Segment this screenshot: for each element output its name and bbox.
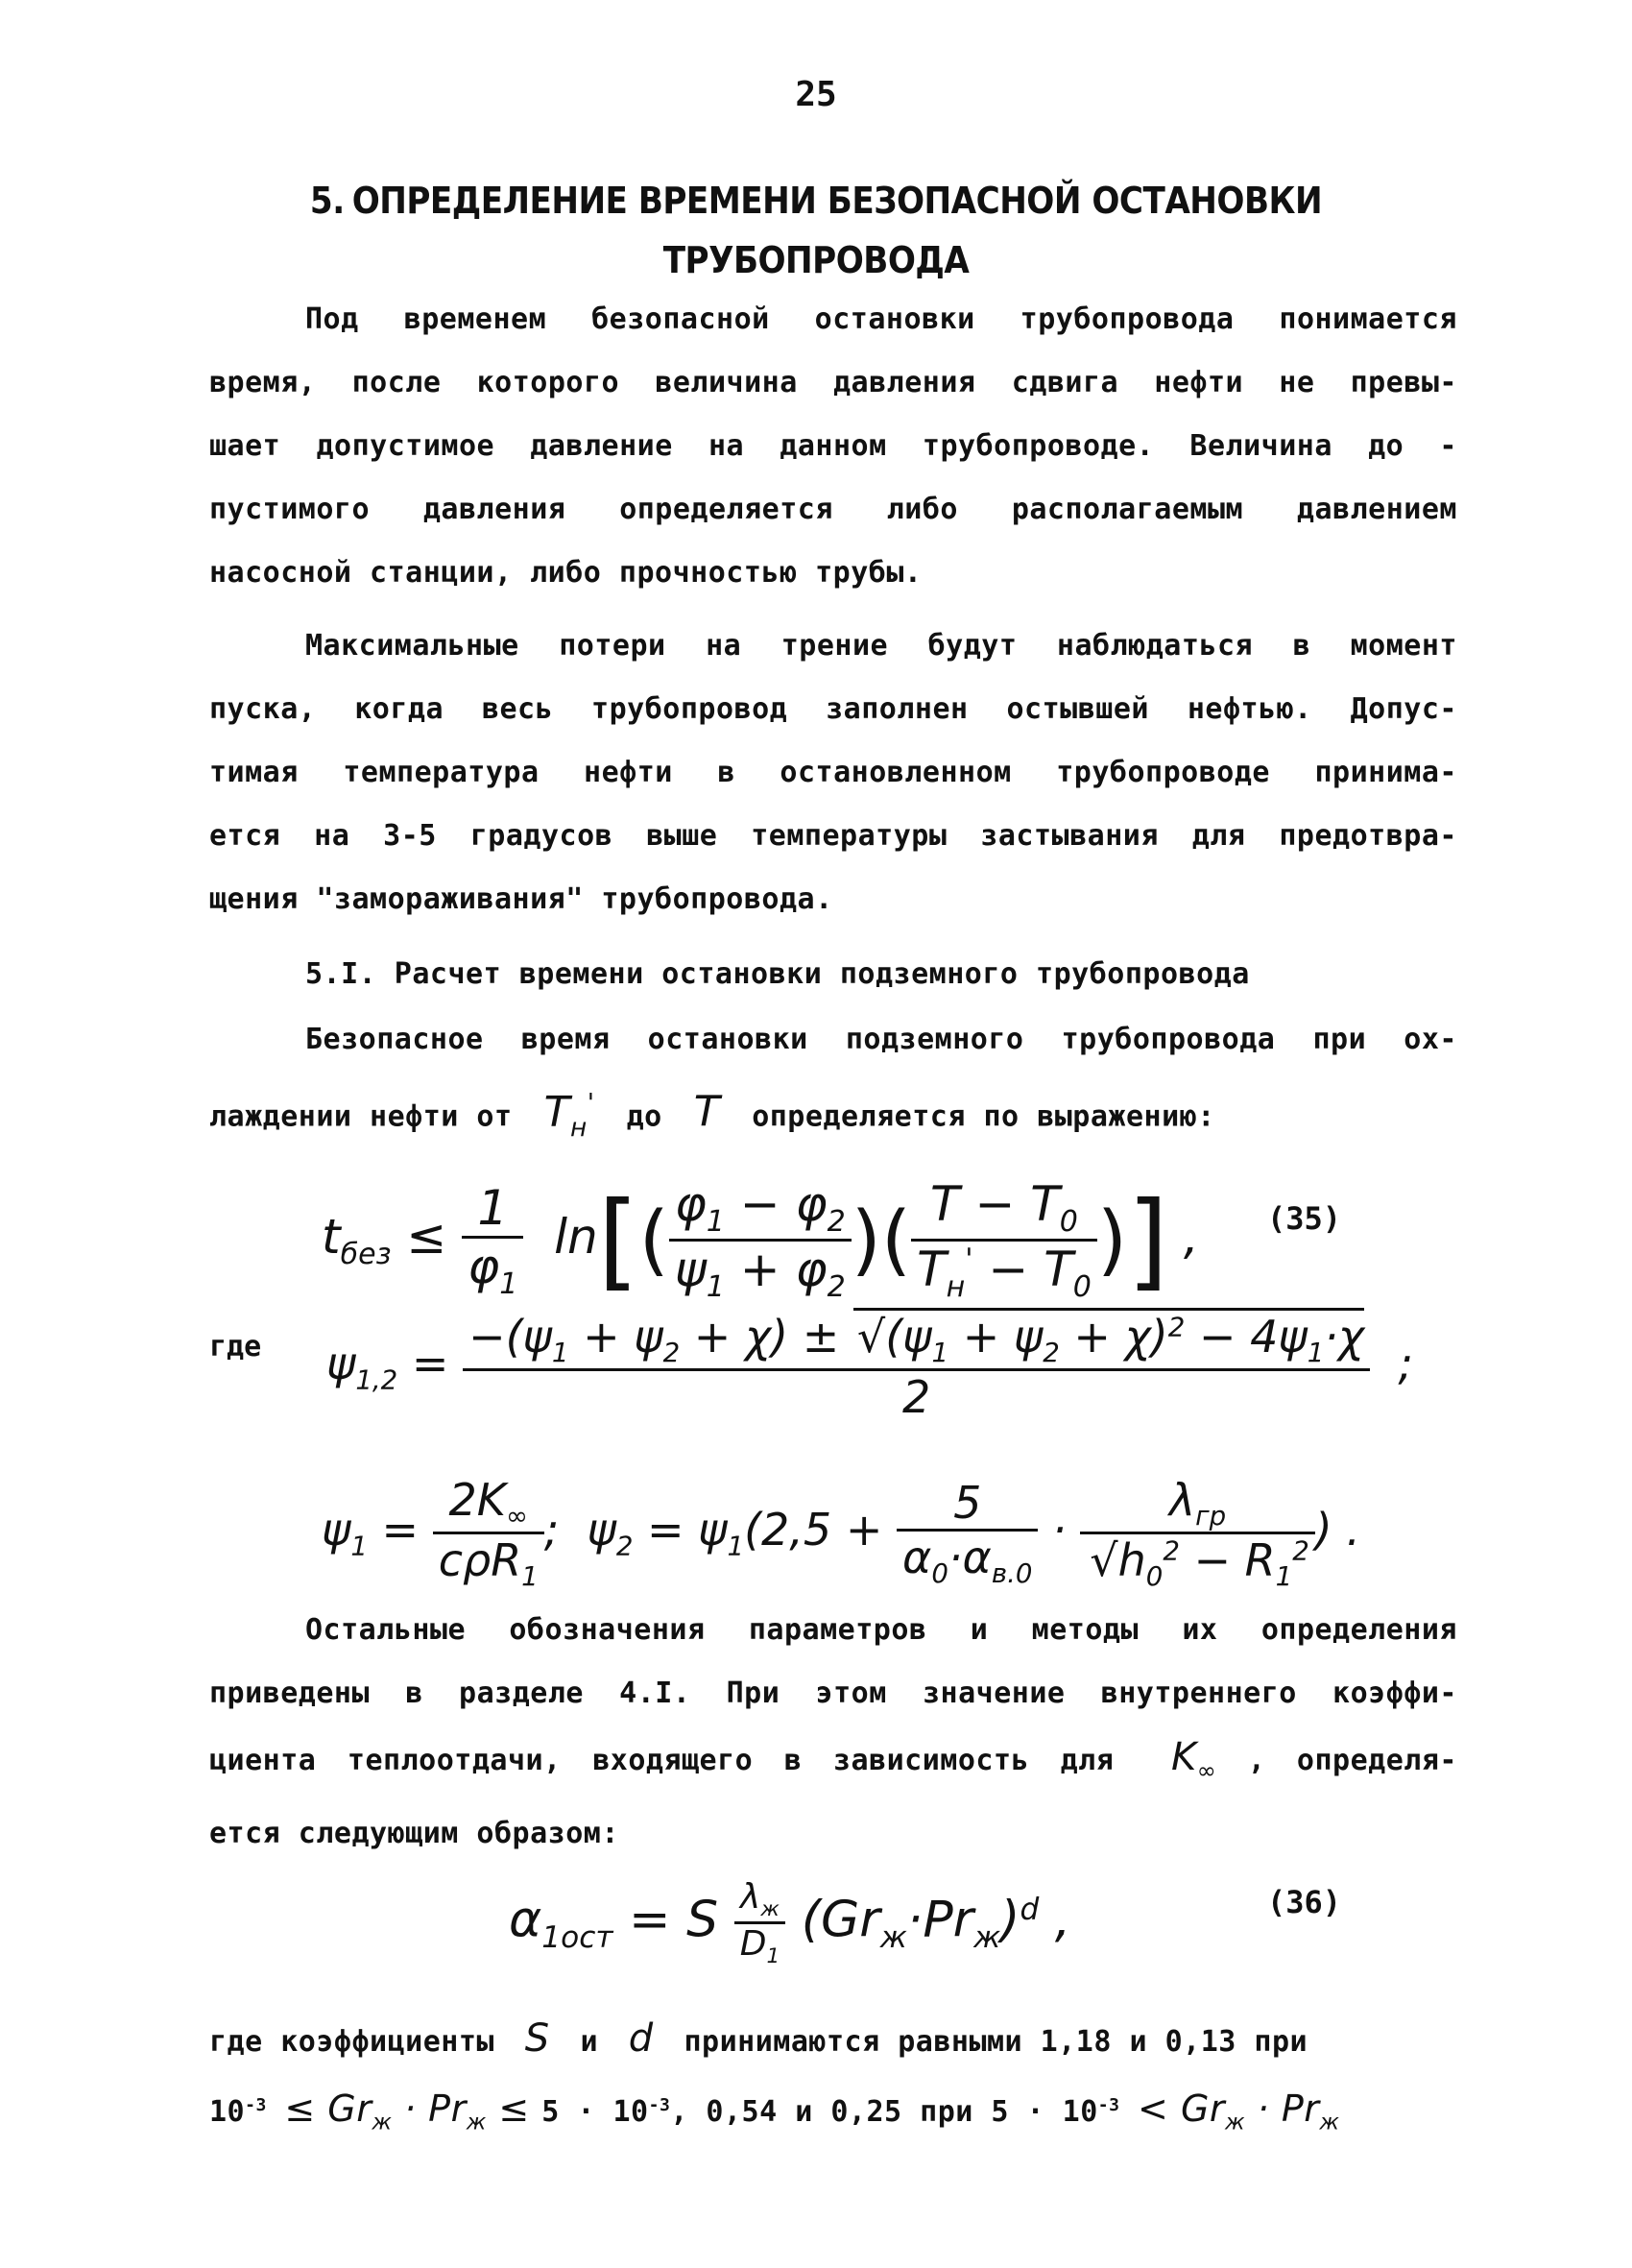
equation-36-number: (36) bbox=[1267, 1884, 1342, 1920]
section-title bbox=[0, 171, 1632, 290]
section-title-line2: ТРУБОПРОВОДА bbox=[662, 239, 970, 281]
equation-35-number: (35) bbox=[1267, 1200, 1342, 1237]
paragraph-1: Под временем безопасной остановки трубопровода понимается время, после которого величина давления сдвига нефти не превы- шает допустимое давление на данном трубопроводе. Величина до - пустимого давления определяется либо располагаемым давлением насосной станции, либо прочностью трубы. bbox=[209, 302, 1457, 590]
symbol-d: d bbox=[615, 2016, 666, 2061]
page-number: 25 bbox=[795, 75, 837, 114]
equation-psi1-psi2: $\psi_1$ = $\frac{2K_\infty}{c\rho R_1}$ ; $\psi_2 = \psi_1(2,5$ + $\frac{5}{\alpha_0\cdot\alpha_{в.0}}$ · $\frac{\lambda_{гр}}{√h_0^2 - R_1^2}$ ) . bbox=[322, 1474, 1360, 1593]
symbol-T: T bbox=[680, 1087, 734, 1137]
symbol-K-inf: $K_\infty$ bbox=[1144, 1735, 1217, 1784]
paragraph-2: Максимальные потери на трение будут наблюдаться в момент пуска, когда весь трубопровод заполнен остывшей нефтью. Допус- тимая температура нефти в остановленном трубопроводе принима- ется на 3-5 градусов выше температуры застывания для предотвра- щения "замораживания" трубопровода. bbox=[209, 629, 1457, 916]
inequality-gr-pr-2: < $Gr_ж \cdot Pr_ж$ bbox=[1138, 2087, 1340, 2135]
section-number: 5. bbox=[309, 180, 345, 222]
section-title-line1: ОПРЕДЕЛЕНИЕ ВРЕМЕНИ БЕЗОПАСНОЙ ОСТАНОВКИ bbox=[351, 180, 1323, 222]
equation-36: $\alpha_{1ост} = S$ $\frac{\lambda_ж}{D_1}$ $(Gr_ж\cdot Pr_ж)^d$ , bbox=[509, 1877, 1071, 1969]
symbol-T-H: $T_н'$ bbox=[530, 1087, 595, 1143]
symbol-S: S bbox=[512, 2016, 563, 2061]
equation-psi12: $\psi_{1,2}$ = $\frac{-(\psi_1 + \psi_2 + \chi) \pm √(\psi_1 + \psi_2 + \chi)^2 - 4\psi_1\cdot\chi}{2}$ ; bbox=[326, 1311, 1413, 1423]
subsection-heading: 5.I. Расчет времени остановки подземного трубопровода bbox=[305, 957, 1250, 991]
paragraph-3: Безопасное время остановки подземного трубопровода при ох- лаждении нефти от $T_н'$ до T определяется по выражению: bbox=[209, 1023, 1457, 1143]
equation-35: $t_{без}$ ≤ $\frac{1}{\varphi_1}$ ln[( $\frac{\varphi_1 - \varphi_2}{\psi_1 + \varphi_2}$ )( $\frac{T - T_0}{T_н' - T_0}$ )] , bbox=[322, 1176, 1199, 1304]
inequality-gr-pr-1: ≤ $Gr_ж \cdot Pr_ж$ ≤ bbox=[284, 2087, 542, 2135]
paragraph-4: Остальные обозначения параметров и методы их определения приведены в разделе 4.I. При этом значение внутреннего коэффи- циента теплоотдачи, входящего в зависимость для $K_\infty$ , определя- ется следующим образом: bbox=[209, 1613, 1457, 1850]
paragraph-5: где коэффициенты S и d принимаются равными 1,18 и 0,13 при $10^{-3} \le Gr_ж \cdot Pr_ж \le 5 \cdot 10^{-3}$, 0,54 и 0,25 при $5 \cdot 10^{-3} < Gr_ж \cdot Pr_ж$ bbox=[209, 2016, 1340, 2135]
where-label: где bbox=[209, 1330, 262, 1363]
